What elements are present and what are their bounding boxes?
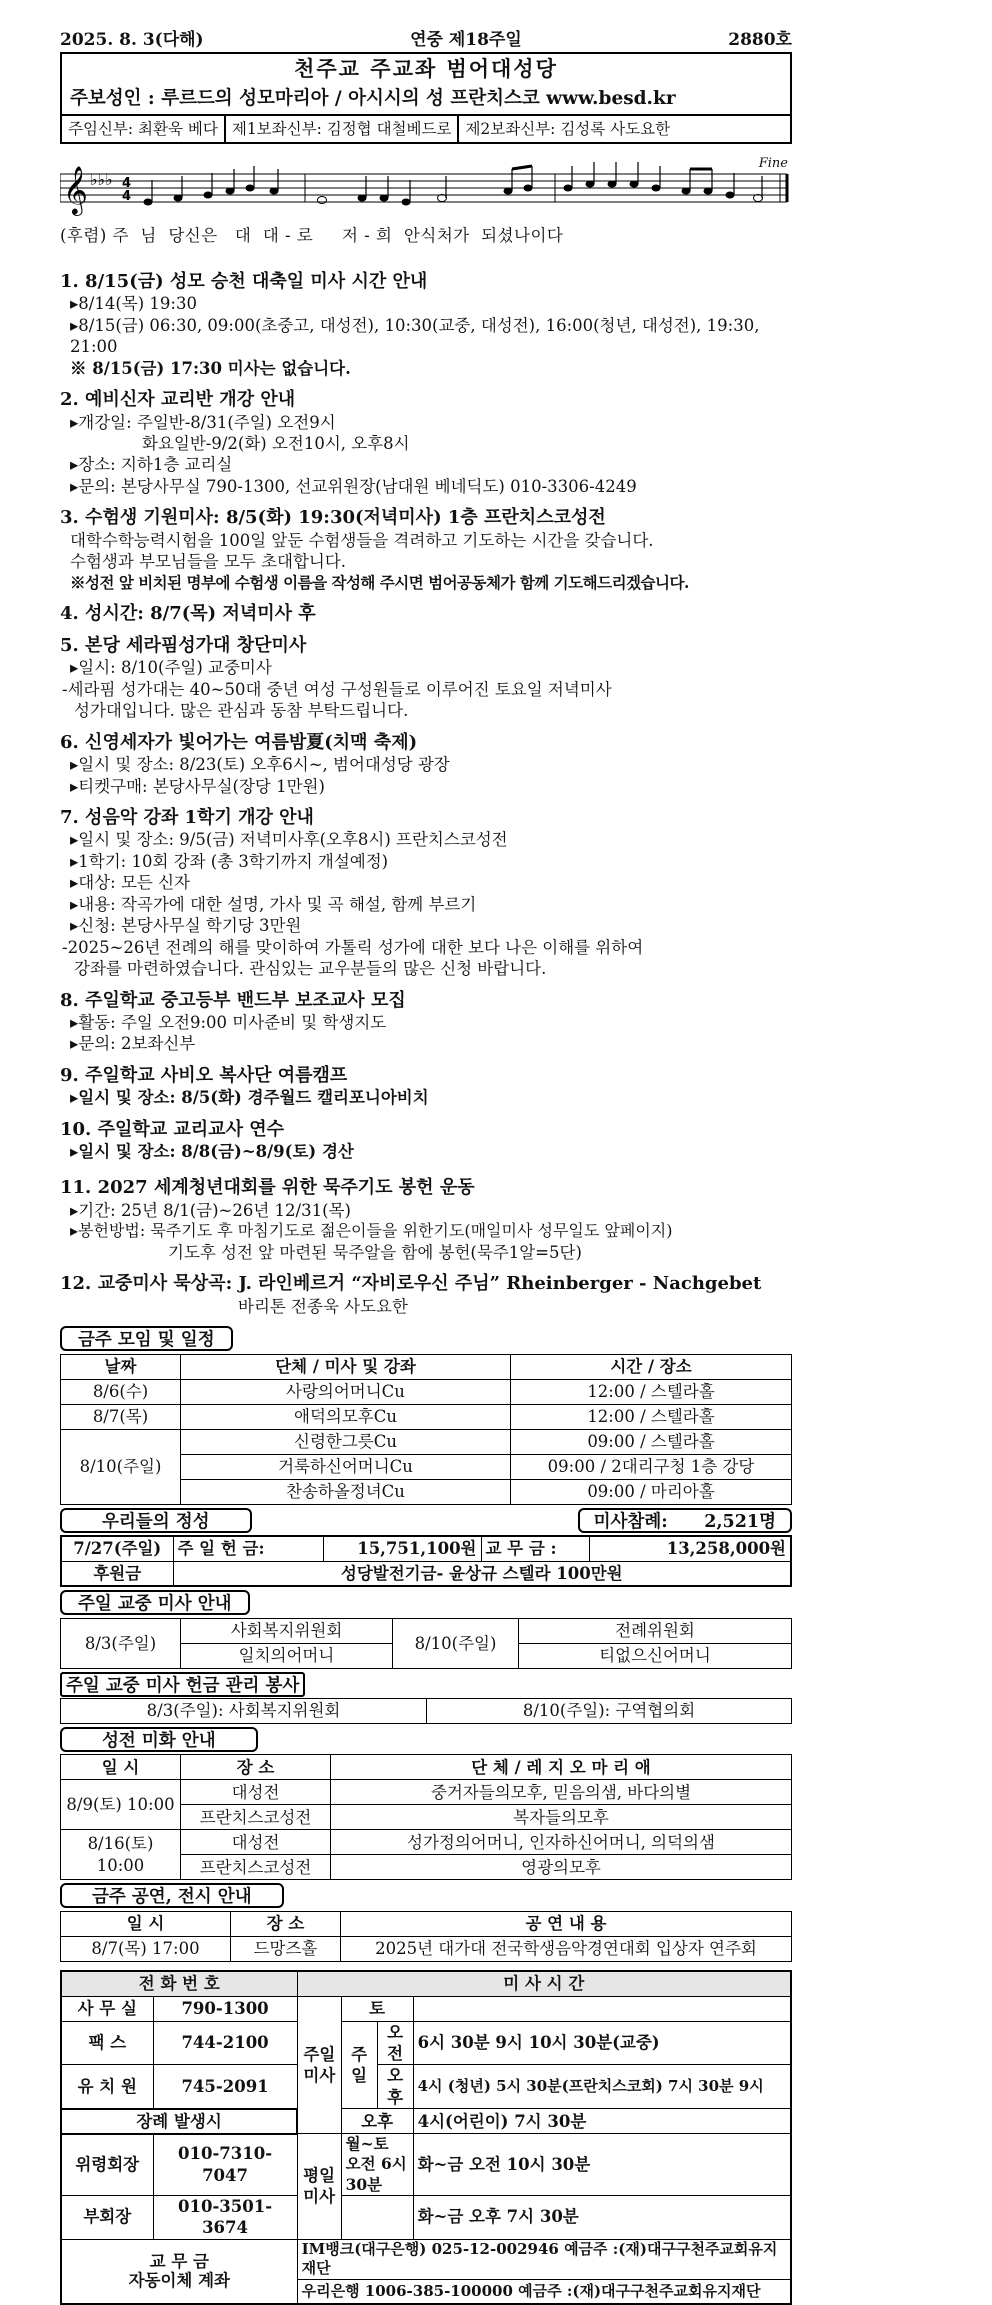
notice-title: 5. 본당 세라핌성가대 창단미사 — [60, 635, 307, 657]
notice-line: ▸기간: 25년 8/1(금)~26년 12/31(목) — [70, 1200, 351, 1220]
top-line — [60, 28, 792, 54]
notice-item-3 — [60, 506, 792, 592]
table-cell: 드망즈홀 — [231, 1937, 341, 1962]
notice-line: -세라핌 성가대는 40~50대 중년 여성 구성원들로 이루어진 토요일 저녁미사 — [62, 679, 612, 699]
bulletin-page — [60, 28, 792, 2305]
notice-title: 7. 성음악 강좌 1학기 개강 안내 — [60, 807, 314, 829]
table-cell: 09:00 / 2대리구청 1층 강당 — [511, 1455, 792, 1480]
table-cell: 성가정의어머니, 인자하신어머니, 의덕의샘 — [331, 1830, 792, 1855]
mass-period: 오후 — [341, 2109, 413, 2134]
notice-item-8 — [60, 989, 792, 1055]
notice-line: ▸활동: 주일 오전9:00 미사준비 및 학생지도 — [70, 1012, 387, 1032]
mass-period: 오전 — [377, 2021, 413, 2065]
table-cell: 프란치스코성전 — [181, 1855, 331, 1880]
table-cell: 8/6(수) — [61, 1380, 181, 1405]
table-cell: 영광의모후 — [331, 1855, 792, 1880]
bank-account: 우리은행 1006-385-100000 예금주 :(재)대구구천주교회유지재단 — [297, 2279, 791, 2304]
mass-times: 화~금 오후 7시 30분 — [413, 2195, 791, 2239]
contact-number: 790-1300 — [153, 1996, 297, 2021]
table-header: 일 시 — [61, 1912, 231, 1937]
meetings-section — [60, 1326, 792, 1505]
offering-table — [60, 1535, 792, 1587]
notice-line: 성가대입니다. 많은 관심과 동참 부탁드립니다. — [74, 701, 409, 721]
section-title: 주일 교중 미사 안내 — [60, 1590, 250, 1615]
notice-line: -2025~26년 전례의 해를 맞이하여 가톨릭 성가에 대한 보다 나은 이해를 위하여 — [62, 937, 644, 957]
table-cell: 티없으신어머니 — [519, 1643, 792, 1668]
dues-value: 13,258,000원 — [589, 1536, 791, 1561]
notice-title-text: 12. 교중미사 묵상곡: J. 라인베르거 “자비로우신 주님” Rheinberger - Nachgebet — [60, 1273, 762, 1295]
mass-times: 월~토 오전 6시 30분 — [341, 2134, 413, 2195]
table-cell: 일치의어머니 — [181, 1643, 393, 1668]
service-table — [60, 1618, 792, 1669]
auto-transfer-label: 자동이체 계좌 — [128, 2271, 230, 2291]
table-cell: 대성전 — [181, 1780, 331, 1805]
issue-number: 2880호 — [728, 29, 792, 50]
pastor: 주임신부: 최환욱 베다 — [62, 116, 226, 142]
sunday-offering-value: 15,751,100원 — [323, 1536, 481, 1561]
table-cell: 전례위원회 — [519, 1618, 792, 1643]
table-header: 일 시 — [61, 1755, 181, 1780]
notice-line: 대학수학능력시험을 100일 앞둔 수험생들을 격려하고 기도하는 시간을 갖습니다. — [70, 530, 654, 550]
table-row — [61, 1380, 792, 1405]
notice-item-12 — [60, 1272, 792, 1317]
svg-text:4: 4 — [122, 176, 132, 191]
notice-line: ▸일시 및 장소: 8/8(금)~8/9(토) 경산 — [70, 1141, 354, 1161]
table-header: 공 연 내 용 — [341, 1912, 792, 1937]
patron-line: 주보성인 : 루르드의 성모마리아 / 아시시의 성 프란치스코 www.besd.kr — [70, 88, 676, 109]
table-row — [61, 1405, 792, 1430]
mass-times: 4시 (청년) 5시 30분(프란치스코회) 7시 30분 9시 — [413, 2065, 791, 2109]
notice-item-4 — [60, 602, 792, 625]
notice-item-9 — [60, 1064, 792, 1109]
notice-item-11 — [60, 1176, 792, 1263]
contact-header: 전 화 번 호 — [61, 1971, 297, 1996]
notice-list — [60, 270, 792, 1317]
table-cell: 8/10(주일) — [61, 1430, 181, 1505]
table-header: 단체 / 미사 및 강좌 — [181, 1355, 511, 1380]
assistant-priest-1: 제1보좌신부: 김정협 대철베드로 — [226, 116, 460, 142]
table-cell: 대성전 — [181, 1830, 331, 1855]
table-cell: 8/3(주일) — [61, 1618, 181, 1668]
table-header: 날짜 — [61, 1355, 181, 1380]
table-cell: 8/9(토) 10:00 — [61, 1780, 181, 1830]
section-title: 우리들의 정성 — [60, 1508, 252, 1533]
contact-label: 팩 스 — [61, 2021, 153, 2065]
notice-line: ▸일시 및 장소: 8/5(화) 경주월드 캘리포니아비치 — [70, 1088, 429, 1108]
notice-line: ▸대상: 모든 신자 — [70, 873, 190, 893]
table-cell: 중거자들의모후, 믿음의샘, 바다의별 — [331, 1780, 792, 1805]
notice-line: ▸티켓구매: 본당사무실(장당 1만원) — [70, 776, 325, 796]
svg-text:♭♭♭: ♭♭♭ — [90, 170, 113, 189]
svg-text:4: 4 — [122, 189, 132, 204]
table-cell: 찬송하올정녀Cu — [181, 1480, 511, 1505]
masthead — [60, 54, 792, 144]
service-section — [60, 1590, 792, 1669]
contact-number: 744-2100 — [153, 2021, 297, 2065]
table-cell: 2025년 대가대 전국학생음악경연대회 입상자 연주회 — [341, 1937, 792, 1962]
attendance-label: 미사참례: — [593, 1512, 668, 1533]
notice-line: ▸1학기: 10회 강좌 (총 3학기까지 개설예정) — [70, 851, 389, 871]
sunday-offering-label: 주 일 헌 금: — [173, 1536, 323, 1561]
notice-line: ▸신청: 본당사무실 학기당 3만원 — [70, 916, 302, 936]
table-cell: 09:00 / 마리아홀 — [511, 1480, 792, 1505]
cleaning-table — [60, 1754, 792, 1880]
table-cell: 8/10(주일) — [393, 1618, 519, 1668]
notice-line: ▸문의: 본당사무실 790-1300, 선교위원장(남대원 베네딕도) 010-3306-4249 — [70, 476, 637, 496]
notice-title — [60, 1272, 792, 1295]
table-cell: 8/10(주일): 구역협의회 — [427, 1698, 792, 1723]
cleaning-section — [60, 1727, 792, 1881]
attendance-value: 2,521명 — [704, 1512, 776, 1533]
notice-line: ※성전 앞 비치된 명부에 수험생 이름을 작성해 주시면 범어공동체가 함께 기도해드리겠습니다. — [70, 572, 689, 592]
support-value: 성당발전기금- 윤상규 스텔라 100만원 — [173, 1561, 791, 1586]
meetings-table — [60, 1354, 792, 1505]
music-staff — [60, 154, 792, 224]
cash-section — [60, 1672, 792, 1724]
bulletin-date: 2025. 8. 3(다해) — [60, 29, 204, 50]
contact-number: 010-3501-3674 — [153, 2195, 297, 2239]
notice-title: 3. 수험생 기원미사: 8/5(화) 19:30(저녁미사) 1층 프란치스코성전 — [60, 507, 606, 529]
notice-title: 10. 주일학교 교리교사 연수 — [60, 1118, 284, 1140]
cash-table — [60, 1698, 792, 1724]
assistant-priest-2: 제2보좌신부: 김성록 사도요한 — [465, 120, 671, 138]
table-cell: 8/3(주일): 사회복지위원회 — [61, 1698, 427, 1723]
offering-header — [60, 1508, 792, 1533]
section-title: 금주 공연, 전시 안내 — [60, 1883, 284, 1908]
table-row — [61, 1430, 792, 1455]
treble-clef-icon: 𝄞 — [63, 165, 88, 214]
table-header: 단 체 / 레 지 오 마 리 애 — [331, 1755, 792, 1780]
table-cell: 8/7(목) — [61, 1405, 181, 1430]
notice-item-10 — [60, 1118, 792, 1163]
contact-number: 010-7310-7047 — [153, 2134, 297, 2195]
notice-item-5 — [60, 634, 792, 722]
table-cell: 09:00 / 스텔라홀 — [511, 1430, 792, 1455]
performance-section — [60, 1883, 792, 1962]
auto-transfer — [61, 2239, 297, 2304]
notice-item-1 — [60, 270, 792, 379]
clergy-line — [62, 114, 790, 142]
mass-times: 4시(어린이) 7시 30분 — [413, 2109, 791, 2134]
notice-item-7 — [60, 806, 792, 979]
table-cell: 12:00 / 스텔라홀 — [511, 1405, 792, 1430]
notice-title: 6. 신영세자가 빛어가는 여름밤夏(치맥 축제) — [60, 731, 418, 753]
support-label: 후원금 — [61, 1561, 173, 1586]
contact-label: 부회장 — [61, 2195, 153, 2239]
notice-line: 바리톤 전종욱 사도요한 — [238, 1296, 408, 1316]
contact-label: 유 치 원 — [61, 2065, 153, 2109]
table-header: 장 소 — [181, 1755, 331, 1780]
mass-header: 미 사 시 간 — [297, 1971, 791, 1996]
church-name: 천주교 주교좌 범어대성당 — [294, 56, 558, 81]
mass-times: 6시 30분 9시 10시 30분(교중) — [413, 2021, 791, 2065]
funeral-header: 장례 발생시 — [61, 2109, 297, 2134]
notice-line: ▸장소: 지하1층 교리실 — [70, 455, 233, 475]
notice-line: ※ 8/15(금) 17:30 미사는 없습니다. — [70, 358, 351, 378]
table-cell: 거룩하신어머니Cu — [181, 1455, 511, 1480]
dues-label: 교 무 금 : — [481, 1536, 589, 1561]
fine-mark: Fine — [758, 156, 788, 171]
liturgical-week: 연중 제18주일 — [410, 29, 522, 50]
notice-line: 강좌를 마련하였습니다. 관심있는 교우분들의 많은 신청 바랍니다. — [74, 959, 547, 979]
mass-day: 토 — [341, 1996, 413, 2021]
table-cell: 8/7(목) 17:00 — [61, 1937, 231, 1962]
notice-line: ▸일시 및 장소: 8/23(토) 오후6시~, 범어대성당 광장 — [70, 755, 450, 775]
table-cell: 12:00 / 스텔라홀 — [511, 1380, 792, 1405]
mass-type: 주일미사 — [297, 1996, 341, 2134]
notice-line: ▸8/15(금) 06:30, 09:00(초중고, 대성전), 10:30(교중, 대성전), 16:00(청년, 대성전), 19:30, 21:00 — [70, 315, 760, 357]
table-cell: 8/16(토) 10:00 — [61, 1830, 181, 1880]
notice-title: 1. 8/15(금) 성모 승천 대축일 미사 시간 안내 — [60, 271, 428, 292]
section-title: 성전 미화 안내 — [60, 1727, 258, 1752]
notice-title: 8. 주일학교 중고등부 밴드부 보조교사 모집 — [60, 989, 406, 1011]
bank-account: IM뱅크(대구은행) 025-12-002946 예금주 :(재)대구구천주교회유지재단 — [297, 2239, 791, 2279]
mass-day: 주일 — [341, 2021, 377, 2109]
table-cell: 프란치스코성전 — [181, 1805, 331, 1830]
performance-table — [60, 1911, 792, 1962]
offering-date: 7/27(주일) — [61, 1536, 173, 1561]
refrain-lyric: (후렴) 주 님 당신은 대 대 - 로 저 - 희 안식처가 되셨나이다 — [60, 226, 564, 245]
notice-line: ▸개강일: 주일반-8/31(주일) 오전9시 — [70, 412, 336, 432]
auto-transfer-label: 교 무 금 — [149, 2251, 209, 2271]
notice-item-2 — [60, 388, 792, 497]
mass-period: 오후 — [377, 2065, 413, 2109]
section-title: 금주 모임 및 일정 — [60, 1326, 233, 1351]
notice-line: 수험생과 부모님들을 모두 초대합니다. — [70, 552, 347, 572]
table-cell: 신령한그릇Cu — [181, 1430, 511, 1455]
table-cell: 사랑의어머니Cu — [181, 1380, 511, 1405]
music-score — [60, 154, 792, 256]
notice-title: 2. 예비신자 교리반 개강 안내 — [60, 389, 296, 411]
notice-line: 기도후 성전 앞 마련된 묵주알을 함에 봉헌(묵주1알=5단) — [168, 1243, 582, 1263]
notice-title: 9. 주일학교 사비오 복사단 여름캠프 — [60, 1064, 348, 1086]
mass-times: 화~금 오전 10시 30분 — [413, 2134, 791, 2195]
contact-label: 위령회장 — [61, 2134, 153, 2195]
notice-item-6 — [60, 731, 792, 797]
notice-line: ▸봉헌방법: 묵주기도 후 마침기도로 젊은이들을 위한기도(매일미사 성무일도 앞페이지) — [70, 1221, 673, 1241]
table-header: 장 소 — [231, 1912, 341, 1937]
notice-line: ▸8/14(목) 19:30 — [70, 294, 197, 314]
notice-line: ▸문의: 2보좌신부 — [70, 1034, 196, 1054]
notice-line: ▸내용: 작곡가에 대한 설명, 가사 및 곡 해설, 함께 부르기 — [70, 894, 477, 914]
contact-label: 사 무 실 — [61, 1996, 153, 2021]
notice-line: 화요일반-9/2(화) 오전10시, 오후8시 — [142, 433, 410, 453]
notice-line: ▸일시 및 장소: 9/5(금) 저녁미사후(오후8시) 프란치스코성전 — [70, 830, 508, 850]
notice-title: 4. 성시간: 8/7(목) 저녁미사 후 — [60, 602, 316, 624]
table-header: 시간 / 장소 — [511, 1355, 792, 1380]
table-cell: 복자들의모후 — [331, 1805, 792, 1830]
notice-title: 11. 2027 세계청년대회를 위한 묵주기도 봉헌 운동 — [60, 1177, 475, 1199]
table-cell: 애덕의모후Cu — [181, 1405, 511, 1430]
contact-mass-table — [60, 1970, 792, 2305]
notice-line: ▸일시: 8/10(주일) 교중미사 — [70, 658, 272, 678]
section-title: 주일 교중 미사 헌금 관리 봉사 — [60, 1672, 305, 1697]
table-cell: 사회복지위원회 — [181, 1618, 393, 1643]
contact-number: 745-2091 — [153, 2065, 297, 2109]
mass-type: 평일미사 — [297, 2134, 341, 2239]
attendance-badge — [578, 1508, 792, 1533]
